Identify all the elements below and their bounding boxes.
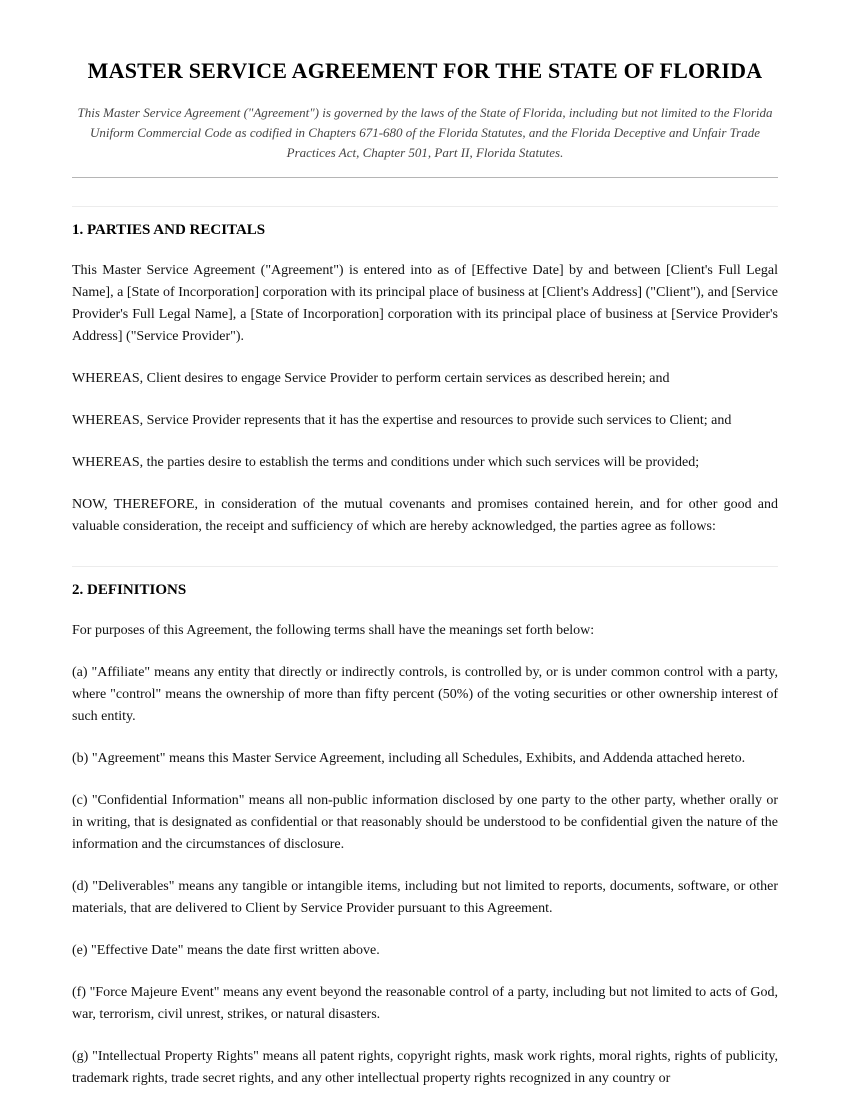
definition-agreement: (b) "Agreement" means this Master Service Agreement, including all Schedules, Exhibits, and Addenda attached hereto. xyxy=(72,750,746,766)
paragraph-now-therefore: NOW, THEREFORE, in consideration of the mutual covenants and promises contained herein, and for other good and valuable consideration, the receipt and sufficiency of which are hereby acknowledged, the parties agree as follows: xyxy=(72,497,778,535)
definition-confidential-information: (c) "Confidential Information" means all non-public information disclosed by one party to the other party, whether orally or in writing, that is designated as confidential or that reasonably should be understood to be confidential given the nature of the information and the circumstances of disclosure. xyxy=(72,792,778,852)
definition-intellectual-property-rights: (g) "Intellectual Property Rights" means all patent rights, copyright rights, mask work rights, moral rights, rights of publicity, trademark rights, trade secret rights, and any other intellectual property rights recognized in any country or xyxy=(72,1048,778,1086)
paragraph-definitions-intro: For purposes of this Agreement, the following terms shall have the meanings set forth below: xyxy=(72,622,595,638)
definition-affiliate: (a) "Affiliate" means any entity that directly or indirectly controls, is controlled by, or is under common control with a party, where "control" means the ownership of more than fifty percent (50%) of the voting securities or other ownership interest of such entity. xyxy=(72,664,778,724)
paragraph-parties-intro: This Master Service Agreement ("Agreement") is entered into as of [Effective Date] by and between [Client's Full Legal Name], a [State of Incorporation] corporation with its principal place of business at [Client's Address] ("Client"), and [Service Provider's Full Legal Name], a [State of Incorporation] corporation with its principal place of business at [Service Provider's Address] ("Service Provider"). xyxy=(72,263,778,345)
governing-law-preamble: This Master Service Agreement ("Agreement") is governed by the laws of the State of Florida, including but not limited to the Florida Uniform Commercial Code as codified in Chapters 671-680 of the Florida Statutes, and the Florida Deceptive and Unfair Trade Practices Act, Chapter 501, Part II, Florida Statutes. xyxy=(77,105,773,161)
definition-deliverables: (d) "Deliverables" means any tangible or intangible items, including but not limited to reports, documents, software, or other materials, that are delivered to Client by Service Provider pursuant to this Agreement. xyxy=(72,878,778,916)
horizontal-divider xyxy=(72,177,778,178)
document-title: MASTER SERVICE AGREEMENT FOR THE STATE OF FLORIDA xyxy=(87,58,763,83)
definition-effective-date: (e) "Effective Date" means the date first written above. xyxy=(72,942,380,958)
section-parties-and-recitals xyxy=(72,206,778,538)
paragraph-whereas-3: WHEREAS, the parties desire to establish the terms and conditions under which such services will be provided; xyxy=(72,455,700,471)
section-heading: 1. PARTIES AND RECITALS xyxy=(72,222,266,239)
paragraph-whereas-2: WHEREAS, Service Provider represents that it has the expertise and resources to provide such services to Client; and xyxy=(72,413,732,429)
definition-force-majeure: (f) "Force Majeure Event" means any event beyond the reasonable control of a party, including but not limited to acts of God, war, terrorism, civil unrest, strikes, or natural disasters. xyxy=(72,984,778,1022)
document-header xyxy=(72,58,778,163)
section-heading: 2. DEFINITIONS xyxy=(72,582,187,599)
section-definitions xyxy=(72,566,778,1090)
paragraph-whereas-1: WHEREAS, Client desires to engage Service Provider to perform certain services as described herein; and xyxy=(72,371,670,387)
